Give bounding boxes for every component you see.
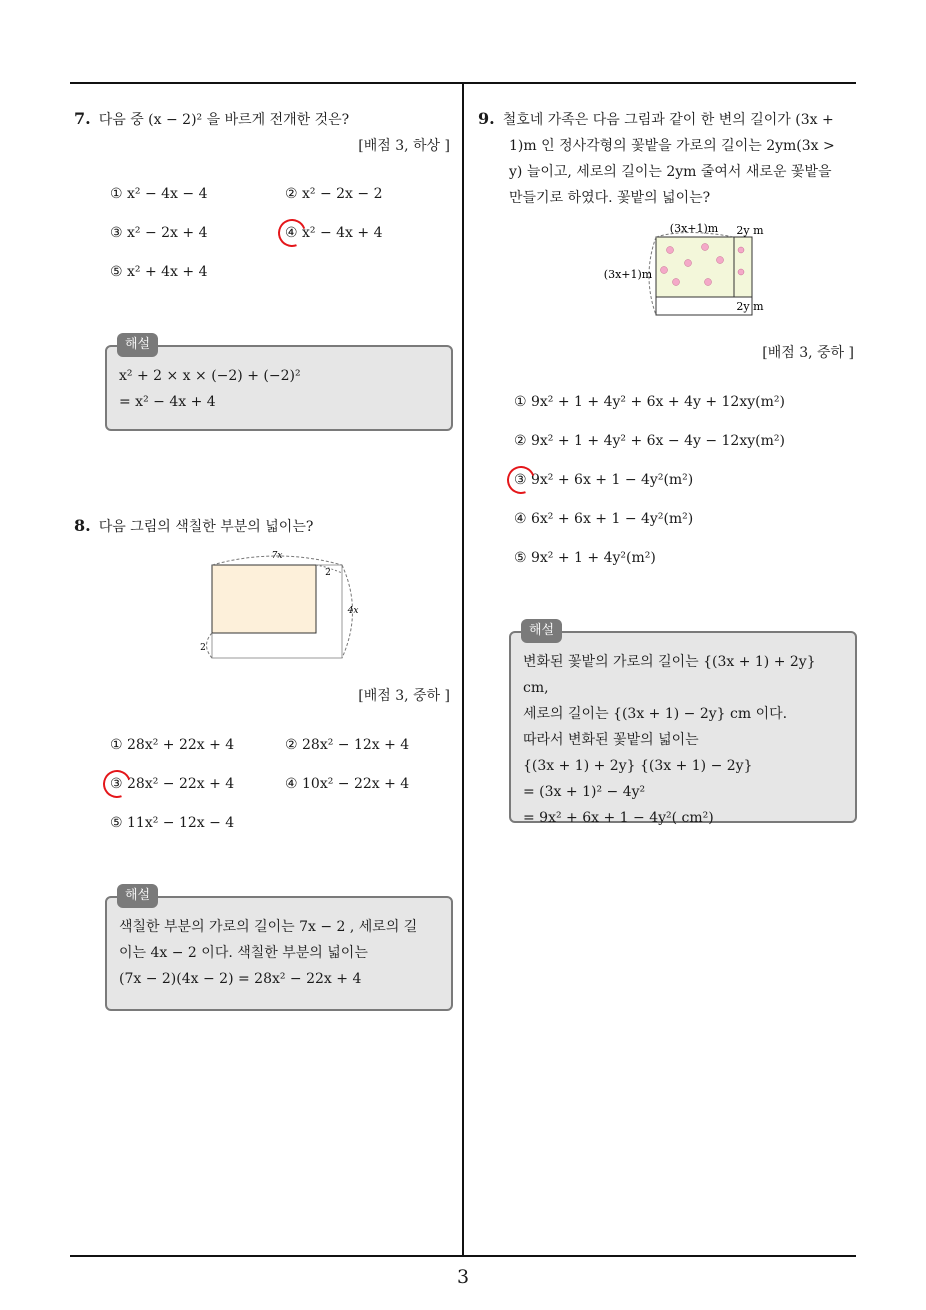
- question-9: [478, 106, 858, 211]
- question-number: 8.: [74, 516, 91, 535]
- q9-figure: [598, 220, 773, 320]
- choice-1[interactable]: ① x² − 4x − 4: [110, 186, 208, 202]
- choice-5[interactable]: ⑤ x² + 4x + 4: [110, 264, 208, 280]
- choice-1[interactable]: ① 28x² + 22x + 4: [110, 737, 235, 753]
- solution-line: x² + 2 × x × (−2) + (−2)²: [119, 368, 301, 384]
- q7-solution-box: [105, 337, 453, 431]
- question-text: 다음 그림의 색칠한 부분의 넓이는?: [98, 519, 314, 535]
- solution-line: = 9x² + 6x + 1 − 4y²( cm²): [523, 810, 714, 826]
- solution-line: 변화된 꽃밭의 가로의 길이는 {(3x + 1) + 2y} cm,: [523, 654, 816, 696]
- label-top-right: 2y m: [736, 224, 764, 237]
- label-4x: 4x: [347, 606, 359, 616]
- solution-tag: 해설: [117, 884, 158, 908]
- solution-line: {(3x + 1) + 2y} {(3x + 1) − 2y}: [523, 758, 753, 774]
- choice-2[interactable]: ② x² − 2x − 2: [285, 186, 383, 202]
- answer-circle-mark: [502, 461, 539, 498]
- choice-2[interactable]: ② 28x² − 12x + 4: [285, 737, 410, 753]
- q9-solution-box: [509, 623, 857, 826]
- choice-2[interactable]: ② 9x² + 1 + 4y² + 6x − 4y − 12xy(m²): [514, 433, 785, 449]
- label-top: (3x+1)m: [669, 222, 719, 235]
- choice-1[interactable]: ① 9x² + 1 + 4y² + 6x + 4y + 12xy(m²): [514, 394, 785, 410]
- page-number: 3: [456, 1266, 470, 1288]
- choice-3-answer[interactable]: ③ 9x² + 6x + 1 − 4y²(m²): [514, 472, 693, 488]
- shaded-region: [212, 565, 316, 633]
- question-text-line: 만들기로 하였다. 꽃밭의 넓이는?: [509, 190, 711, 206]
- q8-solution-box: [105, 888, 453, 1011]
- choice-4[interactable]: ④ 10x² − 22x + 4: [285, 776, 410, 792]
- choice-5[interactable]: ⑤ 9x² + 1 + 4y²(m²): [514, 550, 656, 566]
- question-text-line: 1)m 인 정사각형의 꽃밭을 가로의 길이는 2ym(3x >: [509, 138, 835, 154]
- question-text: 다음 중 (x − 2)² 을 바르게 전개한 것은?: [98, 112, 350, 128]
- solution-tag: 해설: [117, 333, 158, 357]
- score-difficulty: [배점 3, 중하 ]: [358, 688, 450, 704]
- solution-line: 이는 4x − 2 이다. 색칠한 부분의 넓이는: [119, 945, 368, 961]
- question-text-line: y) 늘이고, 세로의 길이는 2ym 줄여서 새로운 꽃밭을: [509, 164, 832, 180]
- label-left: (3x+1)m: [603, 268, 653, 281]
- score-difficulty: [배점 3, 하상 ]: [358, 138, 450, 154]
- label-2-left: 2: [200, 643, 206, 653]
- answer-circle-mark: [273, 214, 310, 251]
- solution-line: = x² − 4x + 4: [119, 394, 216, 410]
- question-7: [74, 106, 450, 159]
- question-number: 9.: [478, 109, 495, 128]
- choice-4-answer[interactable]: ④ x² − 4x + 4: [285, 225, 382, 241]
- solution-line: 따라서 변화된 꽃밭의 넓이는: [523, 732, 699, 748]
- solution-tag: 해설: [521, 619, 562, 643]
- choice-4[interactable]: ④ 6x² + 6x + 1 − 4y²(m²): [514, 511, 694, 527]
- label-2-right: 2: [325, 568, 331, 578]
- choice-3-answer[interactable]: ③ 28x² − 22x + 4: [110, 776, 234, 792]
- question-8: [74, 513, 450, 540]
- solution-line: 세로의 길이는 {(3x + 1) − 2y} cm 이다.: [523, 706, 788, 722]
- choice-5[interactable]: ⑤ 11x² − 12x − 4: [110, 815, 235, 831]
- label-bottom-right: 2y m: [736, 300, 764, 313]
- q8-figure: [195, 545, 370, 670]
- question-number: 7.: [74, 109, 91, 128]
- question-text-line: 철호네 가족은 다음 그림과 같이 한 변의 길이가 (3x +: [502, 112, 834, 128]
- score-difficulty: [배점 3, 중하 ]: [762, 345, 854, 361]
- choice-3[interactable]: ③ x² − 2x + 4: [110, 225, 208, 241]
- solution-line: (7x − 2)(4x − 2) = 28x² − 22x + 4: [119, 971, 362, 987]
- solution-line: = (3x + 1)² − 4y²: [523, 784, 646, 800]
- answer-circle-mark: [98, 765, 135, 802]
- label-7x: 7x: [271, 551, 283, 561]
- bottom-rule: [70, 1255, 856, 1257]
- column-divider: [462, 83, 464, 1256]
- solution-line: 색칠한 부분의 가로의 길이는 7x − 2 , 세로의 길: [119, 919, 418, 935]
